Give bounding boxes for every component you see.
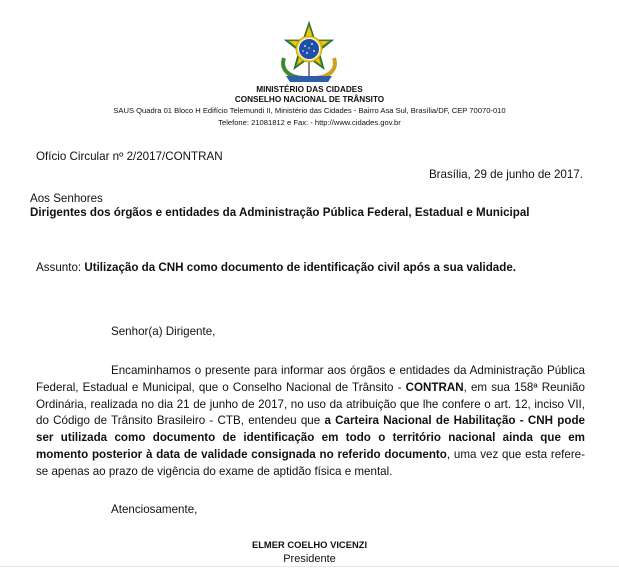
recipient-line: Dirigentes dos órgãos e entidades da Administração Pública Federal, Estadual e Municipal: [30, 206, 530, 219]
subject-line: [36, 261, 516, 274]
brazil-coat-of-arms-emblem: [276, 18, 342, 84]
recipient-salutation: Aos Senhores: [30, 192, 103, 205]
council-name: CONSELHO NACIONAL DE TRÂNSITO: [234, 95, 385, 104]
body-contran: CONTRAN: [405, 380, 464, 394]
ministry-name: MINISTÉRIO DAS CIDADES: [256, 85, 363, 94]
body-part3: , uma vez que esta refere-se apenas ao prazo de vigência do exame de aptidão física e mental.: [36, 447, 585, 478]
header-address: SAUS Quadra 01 Bloco H Edifício Telemundi II, Ministério das Cidades - Bairro Asa Sul, Brasília/DF, CEP 70070-010: [113, 106, 506, 115]
subject-text: Utilização da CNH como documento de identificação civil após a sua validade.: [84, 261, 517, 274]
signatory-name: ELMER COELHO VICENZI: [251, 539, 368, 550]
letter-reference: Ofício Circular nº 2/2017/CONTRAN: [36, 150, 223, 163]
letter-date: Brasília, 29 de junho de 2017.: [428, 168, 583, 181]
page-bottom-divider: [0, 566, 619, 567]
subject-label: Assunto:: [36, 261, 85, 274]
closing: Atenciosamente,: [111, 503, 198, 516]
body-part2: , em sua 158ª Reunião Ordinária, realizada no dia 21 de junho de 2017, no uso da atribuição que lhe confere o art. 12, inciso VII, do Código de Trânsito Brasileiro - CTB, entendeu que: [36, 380, 585, 428]
body-part1: Encaminhamos o presente para informar aos órgãos e entidades da Administração Pública Federal, Estadual e Municipal, que o Conselho Nacional de Trânsito -: [36, 364, 585, 394]
body-paragraph: [36, 363, 585, 481]
greeting: Senhor(a) Dirigente,: [111, 325, 216, 338]
signatory-title: Presidente: [283, 553, 336, 565]
body-highlight: a Carteira Nacional de Habilitação - CNH pode ser utilizada como documento de identificação em todo o território nacional ainda que em momento posterior à data de validade consignada no referido documento: [36, 414, 585, 461]
header-phone: Telefone: 21081812 e Fax: - http://www.cidades.gov.br: [218, 118, 401, 127]
